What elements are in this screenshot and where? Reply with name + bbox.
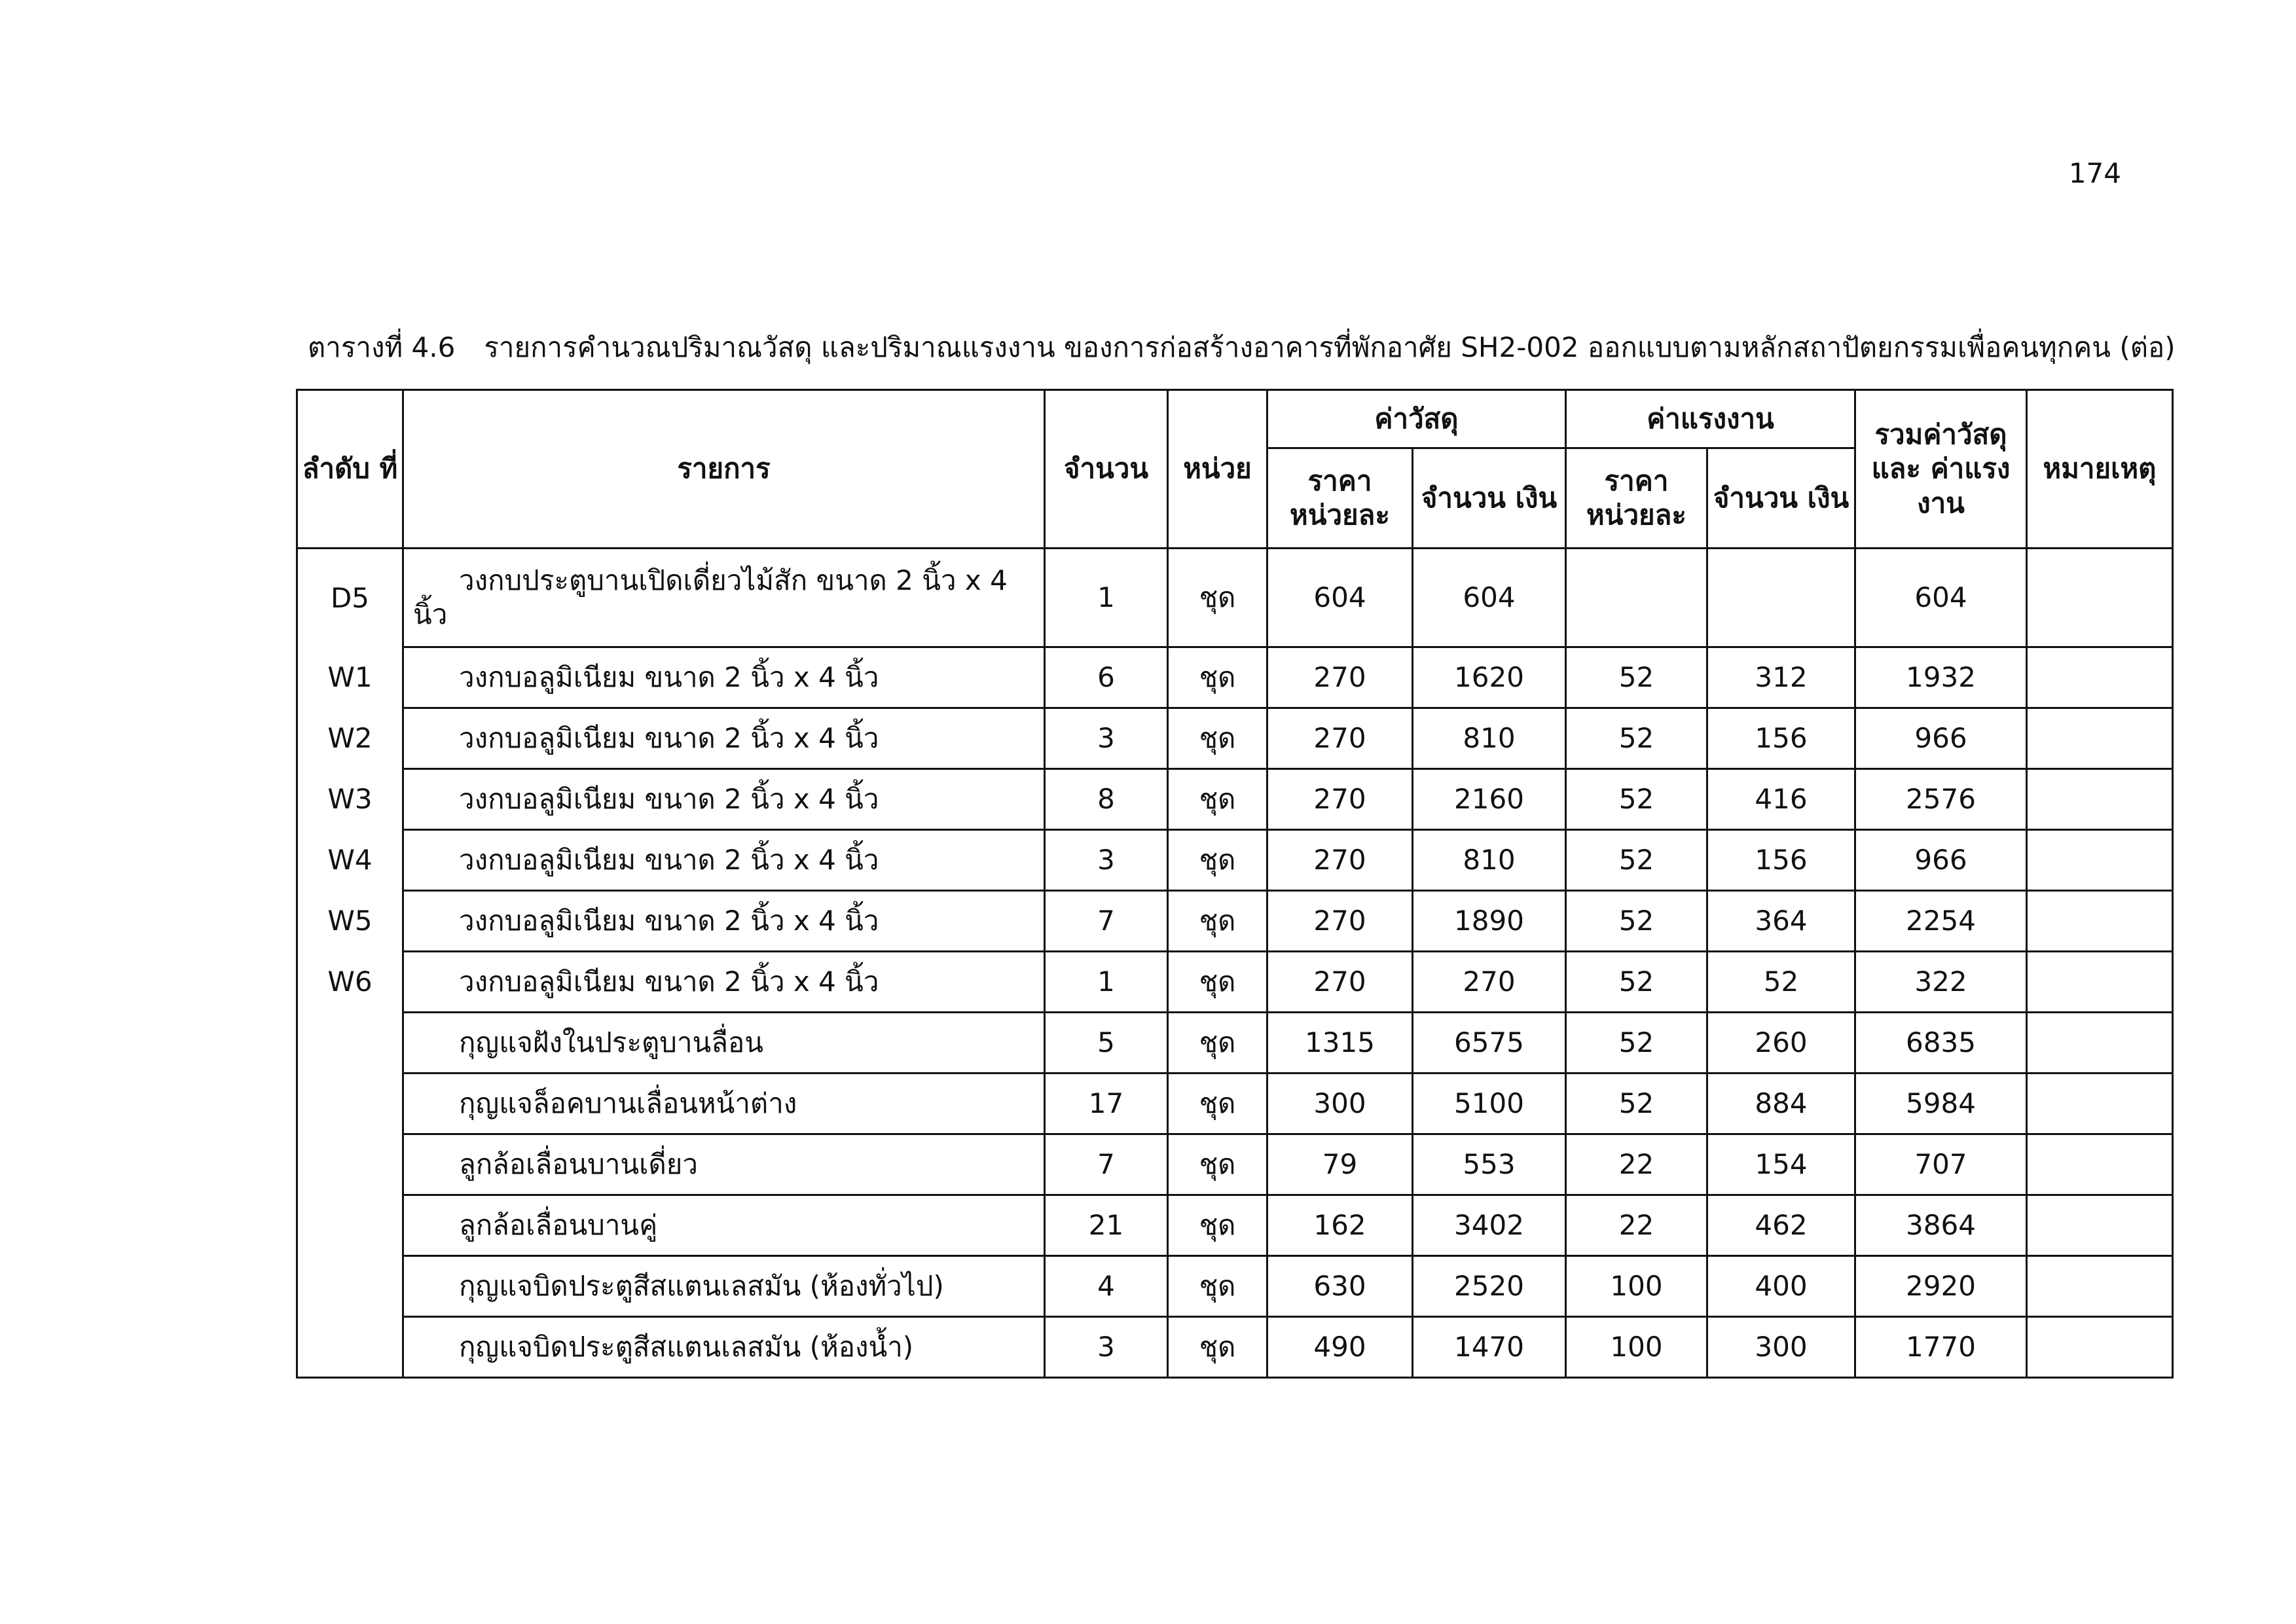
row-total: 6835	[1855, 1013, 2027, 1074]
row-item	[403, 549, 1045, 647]
row-item	[403, 1195, 1045, 1256]
row-item-text: วงกบอลูมิเนียม ขนาด 2 นิ้ว x 4 นิ้ว	[459, 721, 879, 754]
row-labor-amount: 156	[1707, 708, 1855, 769]
row-remark	[2027, 1256, 2173, 1317]
row-qty: 17	[1045, 1074, 1168, 1134]
table-row	[297, 952, 2173, 1013]
row-material-amount: 1470	[1413, 1317, 1566, 1378]
row-material-unit-price: 270	[1267, 952, 1413, 1013]
row-labor-unit-price	[1566, 549, 1707, 647]
row-material-unit-price: 630	[1267, 1256, 1413, 1317]
row-material-amount: 1620	[1413, 647, 1566, 708]
row-labor-amount: 154	[1707, 1134, 1855, 1195]
row-item	[403, 1013, 1045, 1074]
table-row	[297, 549, 2173, 647]
row-remark	[2027, 830, 2173, 891]
row-code	[297, 1256, 403, 1317]
row-qty: 3	[1045, 708, 1168, 769]
row-labor-amount: 416	[1707, 769, 1855, 830]
row-material-unit-price: 490	[1267, 1317, 1413, 1378]
row-material-unit-price: 162	[1267, 1195, 1413, 1256]
row-material-unit-price: 270	[1267, 647, 1413, 708]
table-row	[297, 830, 2173, 891]
table-row	[297, 1074, 2173, 1134]
row-labor-unit-price: 52	[1566, 1013, 1707, 1074]
row-total: 604	[1855, 549, 2027, 647]
row-labor-unit-price: 52	[1566, 891, 1707, 952]
row-total: 1932	[1855, 647, 2027, 708]
row-item-text: วงกบอลูมิเนียม ขนาด 2 นิ้ว x 4 นิ้ว	[459, 843, 879, 876]
row-item	[403, 1134, 1045, 1195]
header-remark: หมายเหตุ	[2027, 390, 2173, 549]
row-labor-unit-price: 52	[1566, 769, 1707, 830]
row-remark	[2027, 769, 2173, 830]
row-labor-amount: 400	[1707, 1256, 1855, 1317]
row-item	[403, 708, 1045, 769]
row-material-amount: 2520	[1413, 1256, 1566, 1317]
row-item	[403, 1317, 1045, 1378]
row-code	[297, 1074, 403, 1134]
table-row	[297, 1317, 2173, 1378]
table-row	[297, 647, 2173, 708]
header-material-unit-price: ราคา หน่วยละ	[1267, 448, 1413, 549]
row-item	[403, 1256, 1045, 1317]
row-labor-unit-price: 22	[1566, 1195, 1707, 1256]
row-code: W4	[297, 830, 403, 891]
row-total: 3864	[1855, 1195, 2027, 1256]
row-total: 707	[1855, 1134, 2027, 1195]
row-material-amount: 6575	[1413, 1013, 1566, 1074]
row-material-unit-price: 604	[1267, 549, 1413, 647]
row-labor-unit-price: 22	[1566, 1134, 1707, 1195]
row-labor-amount: 312	[1707, 647, 1855, 708]
row-unit: ชุด	[1168, 952, 1267, 1013]
row-code: W5	[297, 891, 403, 952]
row-qty: 1	[1045, 952, 1168, 1013]
row-item-text: วงกบอลูมิเนียม ขนาด 2 นิ้ว x 4 นิ้ว	[459, 904, 879, 937]
row-total: 322	[1855, 952, 2027, 1013]
row-unit: ชุด	[1168, 549, 1267, 647]
row-material-amount: 810	[1413, 830, 1566, 891]
row-code: W6	[297, 952, 403, 1013]
row-unit: ชุด	[1168, 1317, 1267, 1378]
row-material-unit-price: 1315	[1267, 1013, 1413, 1074]
row-labor-unit-price: 52	[1566, 1074, 1707, 1134]
row-remark	[2027, 1074, 2173, 1134]
row-qty: 7	[1045, 1134, 1168, 1195]
row-remark	[2027, 1317, 2173, 1378]
row-unit: ชุด	[1168, 1134, 1267, 1195]
row-labor-amount: 462	[1707, 1195, 1855, 1256]
row-total: 1770	[1855, 1317, 2027, 1378]
header-qty: จำนวน	[1045, 390, 1168, 549]
row-item-text: กุญแจบิดประตูสีสแตนเลสมัน (ห้องน้ำ)	[459, 1330, 914, 1363]
row-unit: ชุด	[1168, 647, 1267, 708]
header-seq: ลำดับ ที่	[297, 390, 403, 549]
row-material-amount: 553	[1413, 1134, 1566, 1195]
row-item-text: ลูกล้อเลื่อนบานเดี่ยว	[459, 1147, 698, 1180]
row-item-text: กุญแจบิดประตูสีสแตนเลสมัน (ห้องทั่วไป)	[459, 1269, 944, 1302]
row-labor-amount: 156	[1707, 830, 1855, 891]
table-row	[297, 1134, 2173, 1195]
table-row	[297, 891, 2173, 952]
caption-label: ตารางที่ 4.6	[308, 331, 456, 363]
table-row	[297, 708, 2173, 769]
row-qty: 7	[1045, 891, 1168, 952]
row-material-amount: 604	[1413, 549, 1566, 647]
table-row	[297, 1013, 2173, 1074]
row-remark	[2027, 952, 2173, 1013]
row-code	[297, 1195, 403, 1256]
row-labor-amount: 260	[1707, 1013, 1855, 1074]
header-labor: ค่าแรงงาน	[1566, 390, 1855, 448]
row-unit: ชุด	[1168, 1074, 1267, 1134]
header-total: รวมค่าวัสดุ และ ค่าแรงงาน	[1855, 390, 2027, 549]
row-labor-unit-price: 52	[1566, 647, 1707, 708]
row-code: W2	[297, 708, 403, 769]
row-item-text: วงกบอลูมิเนียม ขนาด 2 นิ้ว x 4 นิ้ว	[459, 782, 879, 815]
row-code: W3	[297, 769, 403, 830]
row-item-text: วงกบอลูมิเนียม ขนาด 2 นิ้ว x 4 นิ้ว	[459, 660, 879, 693]
row-item-text: กุญแจฝังในประตูบานลื่อน	[459, 1026, 763, 1058]
row-material-unit-price: 270	[1267, 708, 1413, 769]
row-item-text: วงกบประตูบานเปิดเดี่ยวไม้สัก ขนาด 2 นิ้ว x 4 นิ้ว	[413, 564, 1008, 630]
row-code	[297, 1134, 403, 1195]
row-unit: ชุด	[1168, 769, 1267, 830]
row-material-amount: 810	[1413, 708, 1566, 769]
row-remark	[2027, 1134, 2173, 1195]
row-item	[403, 830, 1045, 891]
boq-body	[297, 549, 2173, 1378]
row-material-unit-price: 270	[1267, 830, 1413, 891]
row-labor-amount	[1707, 549, 1855, 647]
row-item	[403, 891, 1045, 952]
row-labor-unit-price: 100	[1566, 1256, 1707, 1317]
row-remark	[2027, 1013, 2173, 1074]
caption-text: รายการคำนวณปริมาณวัสดุ และปริมาณแรงงาน ของการก่อสร้างอาคารที่พักอาศัย SH2-002 ออกแบบตามหลักสถาปัตยกรรมเพื่อคนทุกคน (ต่อ)	[484, 331, 2176, 363]
row-total: 2254	[1855, 891, 2027, 952]
row-total: 5984	[1855, 1074, 2027, 1134]
row-remark	[2027, 1195, 2173, 1256]
row-material-unit-price: 270	[1267, 891, 1413, 952]
row-material-amount: 270	[1413, 952, 1566, 1013]
row-material-unit-price: 270	[1267, 769, 1413, 830]
row-material-amount: 3402	[1413, 1195, 1566, 1256]
row-code	[297, 1317, 403, 1378]
row-material-unit-price: 300	[1267, 1074, 1413, 1134]
row-item	[403, 769, 1045, 830]
row-total: 2920	[1855, 1256, 2027, 1317]
boq-table	[296, 389, 2174, 1379]
row-total: 966	[1855, 830, 2027, 891]
row-material-amount: 2160	[1413, 769, 1566, 830]
row-unit: ชุด	[1168, 891, 1267, 952]
row-item-text: วงกบอลูมิเนียม ขนาด 2 นิ้ว x 4 นิ้ว	[459, 965, 879, 998]
row-labor-unit-price: 100	[1566, 1317, 1707, 1378]
header-material: ค่าวัสดุ	[1267, 390, 1566, 448]
row-labor-amount: 364	[1707, 891, 1855, 952]
row-remark	[2027, 549, 2173, 647]
row-remark	[2027, 647, 2173, 708]
row-code: D5	[297, 549, 403, 647]
row-labor-unit-price: 52	[1566, 952, 1707, 1013]
row-qty: 3	[1045, 1317, 1168, 1378]
row-unit: ชุด	[1168, 1195, 1267, 1256]
row-item	[403, 1074, 1045, 1134]
row-qty: 5	[1045, 1013, 1168, 1074]
row-item-text: กุญแจล็อคบานเลื่อนหน้าต่าง	[459, 1087, 797, 1119]
row-remark	[2027, 708, 2173, 769]
row-item-text: ลูกล้อเลื่อนบานคู่	[459, 1208, 658, 1241]
row-labor-amount: 884	[1707, 1074, 1855, 1134]
row-qty: 3	[1045, 830, 1168, 891]
header-labor-amount: จำนวน เงิน	[1707, 448, 1855, 549]
header-labor-unit-price: ราคา หน่วยละ	[1566, 448, 1707, 549]
row-qty: 8	[1045, 769, 1168, 830]
row-qty: 1	[1045, 549, 1168, 647]
row-labor-unit-price: 52	[1566, 830, 1707, 891]
row-labor-amount: 300	[1707, 1317, 1855, 1378]
row-labor-unit-price: 52	[1566, 708, 1707, 769]
row-total: 966	[1855, 708, 2027, 769]
header-item: รายการ	[403, 390, 1045, 549]
row-qty: 21	[1045, 1195, 1168, 1256]
row-total: 2576	[1855, 769, 2027, 830]
page-number: 174	[2068, 157, 2121, 189]
table-row	[297, 1195, 2173, 1256]
row-material-amount: 1890	[1413, 891, 1566, 952]
header-material-amount: จำนวน เงิน	[1413, 448, 1566, 549]
table-row	[297, 769, 2173, 830]
row-item	[403, 952, 1045, 1013]
row-unit: ชุด	[1168, 708, 1267, 769]
row-code	[297, 1013, 403, 1074]
row-labor-amount: 52	[1707, 952, 1855, 1013]
table-caption	[308, 326, 2206, 369]
row-item	[403, 647, 1045, 708]
row-qty: 6	[1045, 647, 1168, 708]
row-unit: ชุด	[1168, 1013, 1267, 1074]
row-material-unit-price: 79	[1267, 1134, 1413, 1195]
row-material-amount: 5100	[1413, 1074, 1566, 1134]
row-code: W1	[297, 647, 403, 708]
row-qty: 4	[1045, 1256, 1168, 1317]
row-remark	[2027, 891, 2173, 952]
row-unit: ชุด	[1168, 830, 1267, 891]
table-row	[297, 1256, 2173, 1317]
header-unit: หน่วย	[1168, 390, 1267, 549]
row-unit: ชุด	[1168, 1256, 1267, 1317]
